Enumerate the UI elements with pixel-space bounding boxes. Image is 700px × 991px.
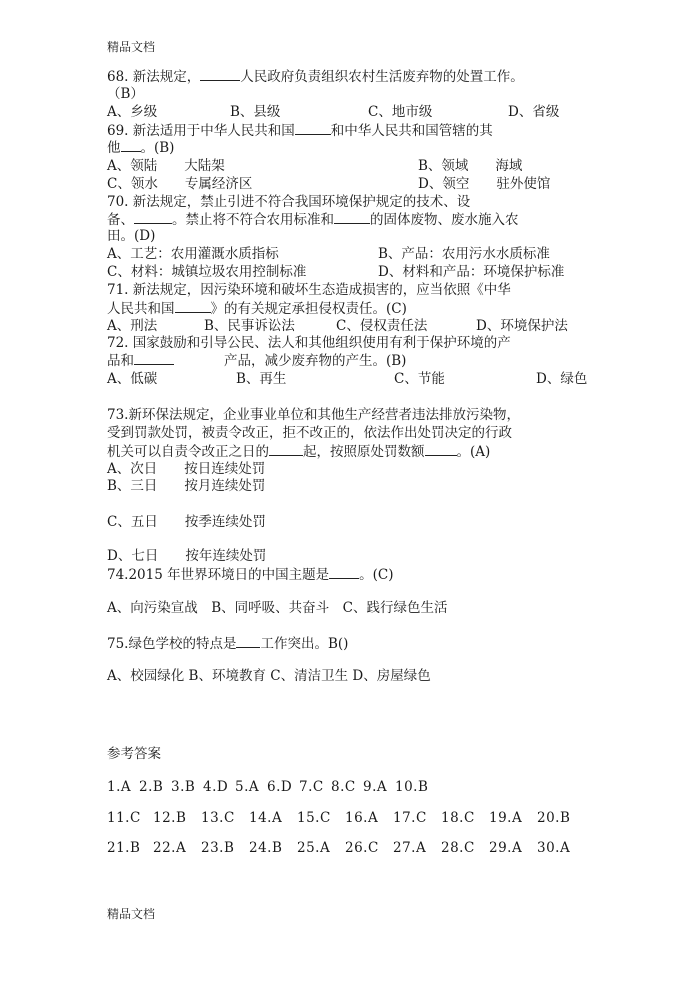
- question-68: [107, 68, 524, 85]
- q70-option-d: D、材料和产品：环境保护标准: [378, 264, 565, 280]
- q71-option-b: B、民事诉讼法: [204, 318, 295, 334]
- answer-item: 28.C: [441, 840, 475, 856]
- q68-answer: （B）: [107, 86, 144, 102]
- answer-item: 27.A: [393, 840, 427, 856]
- q72-line-2: [107, 352, 406, 369]
- q75-blank: [236, 635, 260, 648]
- answer-item: 29.A: [489, 840, 523, 856]
- answer-item: 21.B: [107, 840, 141, 856]
- answer-item: 13.C: [201, 810, 235, 826]
- q73-option-d: D、七日 按年连续处罚: [107, 548, 267, 564]
- q75-answer: 工作突出。B(): [260, 636, 349, 652]
- q73-blank-1: [269, 443, 303, 456]
- q73-line-2: 受到罚款处罚，被责令改正，拒不改正的，依法作出处罚决定的行政: [107, 425, 512, 441]
- q72-text-a: 品和: [107, 353, 134, 369]
- answer-item: 8.C: [331, 779, 356, 795]
- q69-blank: [295, 122, 331, 135]
- q69-line-2: [107, 139, 174, 156]
- q70-blank-1: [134, 211, 172, 224]
- q72-text-b: 产品，减少废弃物的产生。(B): [224, 353, 407, 369]
- q73-line-3: [107, 443, 490, 460]
- answer-item: 22.A: [153, 840, 187, 856]
- answer-item: 14.A: [249, 810, 283, 826]
- answer-item: 3.B: [171, 779, 196, 795]
- q73-text-b: 起，按照原处罚数额: [303, 444, 425, 460]
- question-75: [107, 635, 348, 652]
- q70-option-a: A、工艺：农用灌溉水质指标: [107, 246, 279, 262]
- question-72: 72. 国家鼓励和引导公民、法人和其他组织使用有利于保护环境的产: [107, 335, 511, 351]
- q75-options: A、校园绿化 B、环境教育 C、清洁卫生 D、房屋绿色: [107, 668, 431, 684]
- question-73: 73.新环保法规定，企业事业单位和其他生产经营者违法排放污染物，: [107, 407, 520, 423]
- answer-item: 9.A: [363, 779, 388, 795]
- q68-option-c: C、地市级: [368, 104, 433, 120]
- q74-answer: 。(C): [359, 567, 394, 583]
- q70-option-c: C、材料：城镇垃圾农用控制标准: [107, 264, 307, 280]
- answer-item: 7.C: [299, 779, 324, 795]
- page-header: 精品文档: [107, 40, 156, 54]
- q69-text-b: 和中华人民共和国管辖的其: [330, 123, 493, 139]
- q72-option-b: B、再生: [236, 371, 287, 387]
- q68-option-a: A、乡级: [107, 104, 158, 120]
- q73-option-c: C、五日 按季连续处罚: [107, 514, 266, 530]
- q68-text-a: 68. 新法规定，: [107, 69, 201, 85]
- q73-answer: 。(A): [456, 444, 491, 460]
- q74-options: A、向污染宣战 B、同呼吸、共奋斗 C、践行绿色生活: [107, 600, 448, 616]
- answer-item: 12.B: [153, 810, 187, 826]
- question-71: 71. 新法规定，因污染环境和破坏生态造成损害的，应当依照《中华: [107, 282, 511, 298]
- answer-item: 11.C: [107, 810, 141, 826]
- q72-option-d: D、绿色: [536, 371, 588, 387]
- answer-item: 6.D: [267, 779, 293, 795]
- q73-option-a: A、次日 按日连续处罚: [107, 461, 266, 477]
- q71-line-2: [107, 300, 407, 317]
- page-footer: 精品文档: [107, 907, 156, 921]
- q70-text-a: 备、: [107, 212, 134, 228]
- answer-item: 4.D: [203, 779, 229, 795]
- answer-item: 30.A: [537, 840, 571, 856]
- q71-option-c: C、侵权责任法: [336, 318, 428, 334]
- answers-title: 参考答案: [107, 746, 161, 762]
- q71-blank: [175, 300, 211, 313]
- q69-option-c: C、领水 专属经济区: [107, 176, 253, 192]
- q68-text-b: 人民政府负责组织农村生活废弃物的处置工作。: [240, 69, 524, 85]
- answer-item: 18.C: [441, 810, 475, 826]
- answers-row-2: [107, 810, 577, 826]
- q73-option-b: B、三日 按月连续处罚: [107, 478, 266, 494]
- question-74: [107, 566, 394, 583]
- q69-option-d: D、领空 驻外使馆: [418, 176, 551, 192]
- q74-text-a: 74.2015 年世界环境日的中国主题是: [107, 567, 330, 583]
- answers-row-1: [107, 779, 435, 795]
- q73-blank-2: [425, 443, 457, 456]
- answer-item: 5.A: [235, 779, 260, 795]
- q71-option-a: A、刑法: [107, 318, 158, 334]
- answer-item: 17.C: [393, 810, 427, 826]
- answer-item: 23.B: [201, 840, 235, 856]
- q71-text-a: 人民共和国: [107, 301, 175, 317]
- answer-item: 16.A: [345, 810, 379, 826]
- answer-item: 1.A: [107, 779, 132, 795]
- q69-text-a: 69. 新法适用于中华人民共和国: [107, 123, 295, 139]
- q71-text-b: 》的有关规定承担侵权责任。(C): [210, 301, 407, 317]
- q72-blank: [134, 352, 174, 365]
- q75-text-a: 75.绿色学校的特点是: [107, 636, 237, 652]
- q70-text-b: 。禁止将不符合农用标准和: [172, 212, 334, 228]
- answer-item: 2.B: [139, 779, 164, 795]
- answer-item: 19.A: [489, 810, 523, 826]
- question-70: 70. 新法规定，禁止引进不符合我国环境保护规定的技术、设: [107, 194, 471, 210]
- q74-blank: [329, 566, 359, 579]
- answer-item: 10.B: [395, 779, 429, 795]
- q70-answer: 田。(D): [107, 228, 156, 244]
- q71-option-d: D、环境保护法: [476, 318, 568, 334]
- q69-blank-2: [121, 139, 141, 152]
- q68-blank: [200, 68, 240, 81]
- question-69: [107, 122, 493, 139]
- q69-option-b: B、领域 海域: [418, 158, 523, 174]
- q70-blank-2: [334, 211, 370, 224]
- q72-option-c: C、节能: [394, 371, 445, 387]
- q68-option-d: D、省级: [508, 104, 560, 120]
- answer-item: 26.C: [345, 840, 379, 856]
- q70-text-c: 的固体废物、废水施入农: [370, 212, 519, 228]
- q70-line-2: [107, 211, 519, 228]
- q70-option-b: B、产品：农用污水水质标准: [378, 246, 550, 262]
- q69-text-c: 他: [107, 140, 121, 156]
- q69-answer: 。(B): [140, 140, 175, 156]
- answer-item: 20.B: [537, 810, 571, 826]
- q73-text-a: 机关可以自责令改正之日的: [107, 444, 269, 460]
- answer-item: 24.B: [249, 840, 283, 856]
- q69-option-a: A、领陆 大陆架: [107, 158, 225, 174]
- q72-option-a: A、低碳: [107, 371, 158, 387]
- answers-row-3: [107, 840, 577, 856]
- answer-item: 15.C: [297, 810, 331, 826]
- q68-option-b: B、县级: [230, 104, 281, 120]
- answer-item: 25.A: [297, 840, 331, 856]
